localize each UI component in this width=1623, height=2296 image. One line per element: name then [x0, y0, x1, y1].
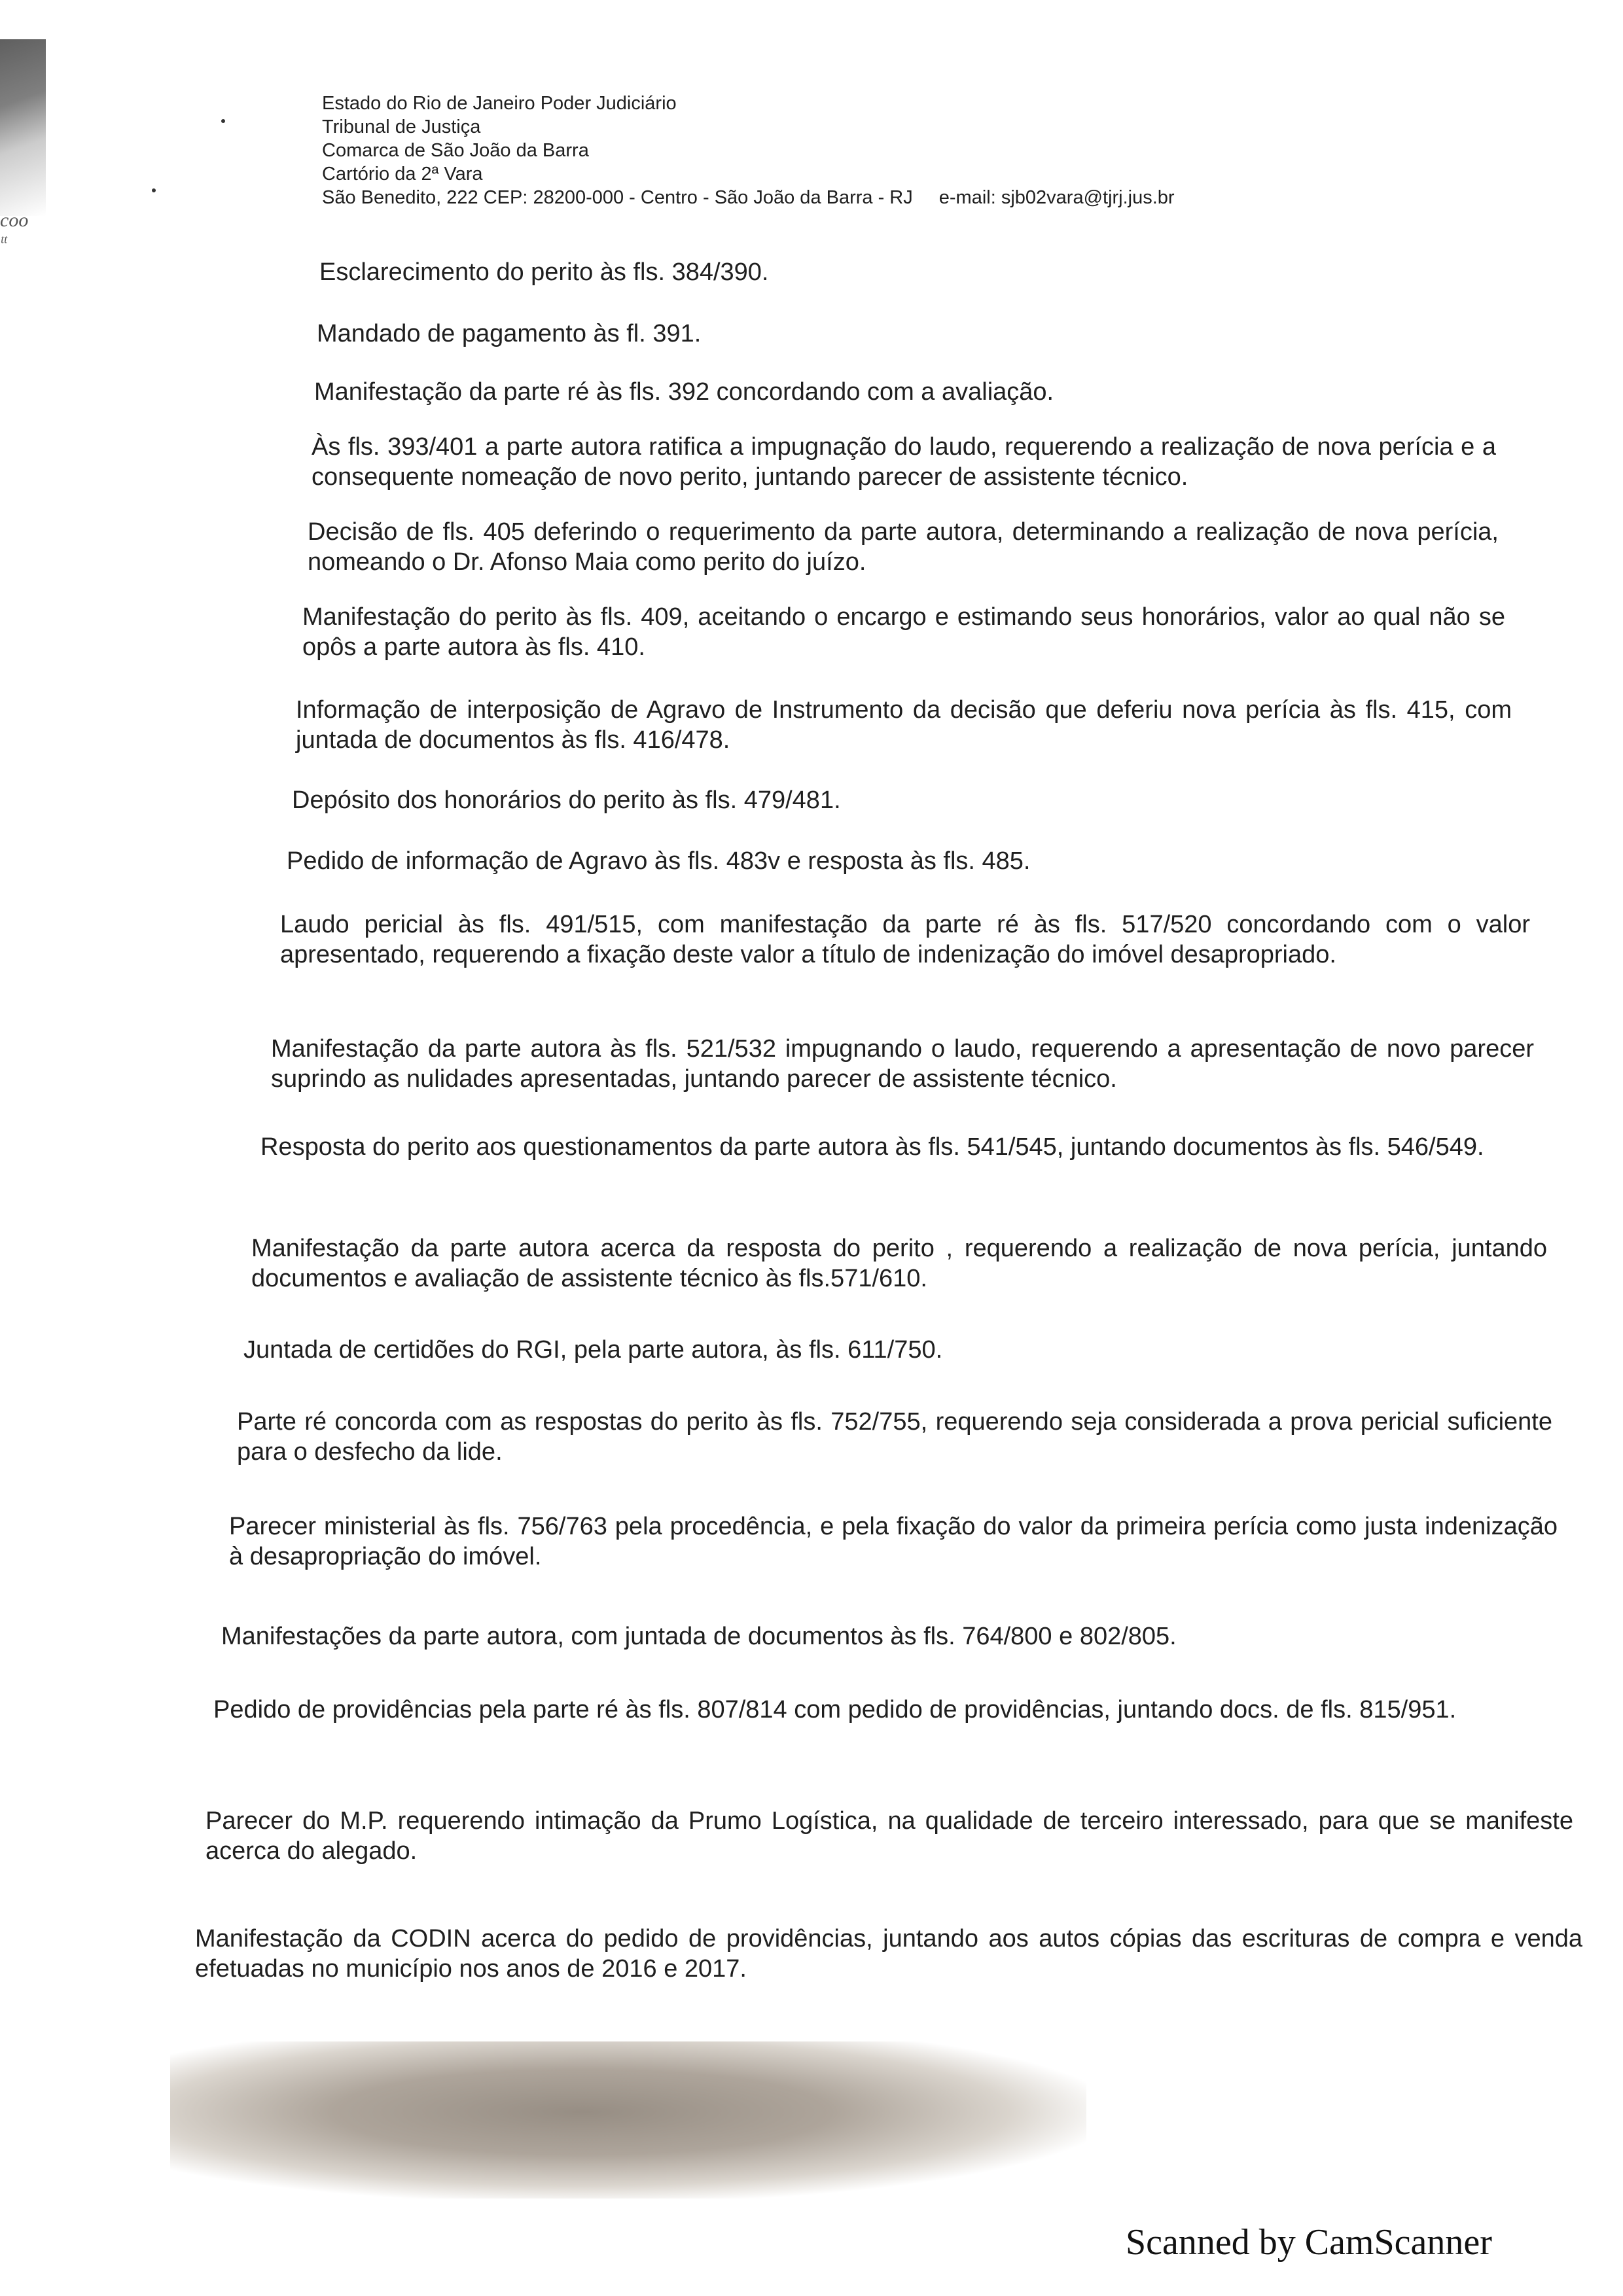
- entry-paragraph: Laudo pericial às fls. 491/515, com manifestação da parte ré às fls. 517/520 concordando com o valor apresentado, requerendo a fixação deste valor a título de indenização do imóvel desapropriado.: [280, 911, 1530, 968]
- entry-paragraph: Manifestações da parte autora, com juntada de documentos às fls. 764/800 e 802/805.: [221, 1623, 1177, 1650]
- entry-paragraph: Parecer ministerial às fls. 756/763 pela procedência, e pela fixação do valor da primeira perícia como justa indenização à desapropriação do imóvel.: [229, 1513, 1558, 1570]
- entry-paragraph: Parecer do M.P. requerendo intimação da Prumo Logística, na qualidade de terceiro interessado, para que se manifeste acerca do alegado.: [205, 1807, 1573, 1865]
- letterhead-address-line: [322, 186, 1175, 209]
- entry-paragraph: Parte ré concorda com as respostas do perito às fls. 752/755, requerendo seja considerada a prova pericial suficiente para o desfecho da lide.: [237, 1408, 1552, 1466]
- entry-paragraph: Informação de interposição de Agravo de Instrumento da decisão que deferiu nova perícia às fls. 415, com juntada de documentos às fls. 416/478.: [296, 696, 1512, 754]
- margin-scribble-line: ᵗᵗ: [0, 232, 7, 253]
- entry-paragraph: Manifestação da parte autora acerca da resposta do perito , requerendo a realização de nova perícia, juntando documentos e avaliação de assistente técnico às fls.571/610.: [251, 1235, 1547, 1292]
- margin-scribble-line: coo: [0, 209, 29, 231]
- entry-paragraph: Depósito dos honorários do perito às fls. 479/481.: [292, 786, 841, 814]
- entry-paragraph: Manifestação da parte ré às fls. 392 concordando com a avaliação.: [314, 378, 1054, 406]
- scan-bottom-shadow: [170, 2041, 1086, 2199]
- entry-paragraph: Manifestação da parte autora às fls. 521/532 impugnando o laudo, requerendo a apresentação de novo parecer suprindo as nulidades apresentadas, juntando parecer de assistente técnico.: [271, 1035, 1534, 1093]
- letterhead-district: Comarca de São João da Barra: [322, 140, 589, 161]
- scanner-watermark: Scanned by CamScanner: [1126, 2222, 1492, 2263]
- ink-dot: [221, 119, 225, 123]
- entry-paragraph: Esclarecimento do perito às fls. 384/390.: [319, 258, 769, 286]
- letterhead-state: Estado do Rio de Janeiro Poder Judiciário: [322, 93, 677, 114]
- entry-paragraph: Juntada de certidões do RGI, pela parte autora, às fls. 611/750.: [243, 1336, 943, 1364]
- ink-dot: [152, 188, 156, 192]
- entry-paragraph: Manifestação do perito às fls. 409, aceitando o encargo e estimando seus honorários, valor ao qual não se opôs a parte autora às fls. 410.: [302, 603, 1505, 661]
- entry-paragraph: Resposta do perito aos questionamentos da parte autora às fls. 541/545, juntando documentos às fls. 546/549.: [260, 1133, 1484, 1161]
- letterhead-court: Tribunal de Justiça: [322, 116, 481, 137]
- entry-paragraph: Pedido de providências pela parte ré às fls. 807/814 com pedido de providências, juntando docs. de fls. 815/951.: [213, 1696, 1457, 1723]
- margin-scribble: [0, 209, 28, 254]
- letterhead-address: São Benedito, 222 CEP: 28200-000 - Centro - São João da Barra - RJ: [322, 187, 913, 208]
- letterhead-email: e-mail: sjb02vara@tjrj.jus.br: [938, 187, 1175, 208]
- letterhead: [322, 92, 1175, 209]
- entry-paragraph: Mandado de pagamento às fl. 391.: [317, 320, 702, 347]
- entry-paragraph: Manifestação da CODIN acerca do pedido de providências, juntando aos autos cópias das escrituras de compra e venda efetuadas no município nos anos de 2016 e 2017.: [195, 1925, 1582, 1983]
- entry-paragraph: Às fls. 393/401 a parte autora ratifica a impugnação do laudo, requerendo a realização de nova perícia e a consequente nomeação de novo perito, juntando parecer de assistente técnico.: [312, 433, 1496, 491]
- letterhead-office: Cartório da 2ª Vara: [322, 164, 483, 185]
- scan-edge-shadow: [0, 39, 46, 216]
- entry-paragraph: Decisão de fls. 405 deferindo o requerimento da parte autora, determinando a realização de nova perícia, nomeando o Dr. Afonso Maia como perito do juízo.: [308, 518, 1499, 576]
- entry-paragraph: Pedido de informação de Agravo às fls. 483v e resposta às fls. 485.: [287, 847, 1031, 875]
